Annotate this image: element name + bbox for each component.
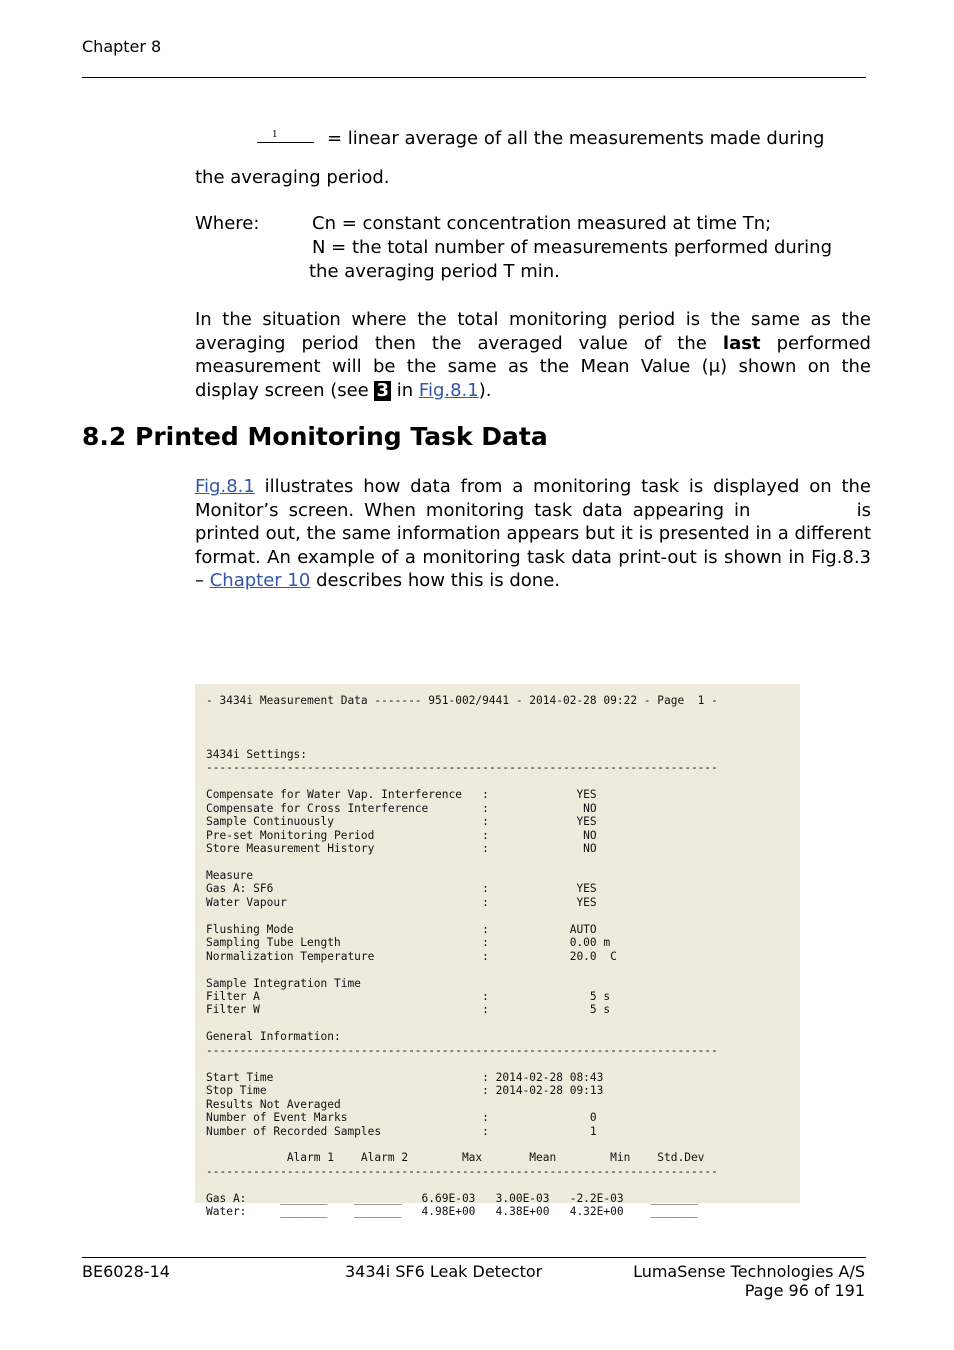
chapter-10-link[interactable]: Chapter 10 (209, 570, 311, 591)
footer-product: 3434i SF6 Leak Detector (345, 1262, 543, 1281)
n-definition-line2: the averaging period T min. (309, 261, 560, 282)
footer-page-number: Page 96 of 191 (744, 1281, 865, 1300)
situation-text-d: ). (478, 379, 492, 401)
fig-8-1-link[interactable]: Fig.8.1 (418, 379, 479, 401)
header-divider (82, 77, 866, 78)
page-header-chapter: Chapter 8 (82, 37, 162, 56)
fraction-numerator: 1 (272, 130, 278, 140)
n-definition-line1: N = the total number of measurements performed during (312, 237, 833, 258)
cn-definition: Cn = constant concentration measured at time Tn; (312, 213, 772, 234)
printout-text: - 3434i Measurement Data ------- 951-002/9441 - 2014-02-28 09:22 - Page 1 - 3434i Settings: ---------------------------------------------------------------------------- Compensate for Water Vap. Interference : YES Compensate for Cross Interference : NO Sample Continuously : YES Pre-set Monitoring Period : NO Store Measurement History : NO Measure Gas A: SF6 : YES Water Vapour : YES Flushing Mode : AUTO Sampling Tube Length : 0.00 m Normalization Temperature : 20.0 C Sample Integration Time Filter A : 5 s Filter W : 5 s General Information: ---------------------------------------------------------------------------- Start Time : 2014-02-28 08:43 Stop Time : 2014-02-28 09:13 Results Not Averaged Number of Event Marks : 0 Number of Recorded Samples : 1 Alarm 1 Alarm 2 Max Mean Min Std.Dev ---------------------------------------------------------------------------- Gas A: _______ _______ 6.69E-03 3.00E-03 -2.2E-03 _______ Water: _______ _______ 4.98E+00 4.38E+00 4.32E+00 _______ (206, 694, 718, 1219)
where-label: Where: (195, 213, 260, 234)
situation-paragraph (195, 308, 871, 402)
printed-paragraph (195, 475, 871, 593)
printout-figure (195, 684, 800, 1219)
printed-text-a: illustrates how data from a monitoring task is displayed on the Monitor’s screen. When monitoring task data appearing in (195, 476, 871, 521)
situation-text-c: in (396, 379, 414, 401)
printed-text-c: describes how this is done. (316, 570, 561, 591)
fig-8-1-link-2[interactable]: Fig.8.1 (195, 476, 255, 497)
printed-text-b: is printed out, the same information appears but it is presented in a different format. An example of a monitoring task data print-out is shown in Fig.8.3 – (195, 499, 871, 591)
average-definition-line2: the averaging period. (195, 167, 390, 188)
footer-doc-id: BE6028-14 (82, 1262, 170, 1281)
footer-company: LumaSense Technologies A/S (633, 1262, 865, 1281)
situation-bold-last: last (722, 332, 761, 354)
footer-divider (82, 1257, 866, 1258)
section-heading: 8.2 Printed Monitoring Task Data (82, 422, 548, 451)
average-definition-line1: = linear average of all the measurements made during (327, 128, 825, 149)
callout-number-badge: 3 (376, 379, 390, 401)
situation-text-b: performed measurement will be the same as the Mean Value (μ) shown on the display screen (see (195, 332, 871, 401)
fraction-bar (257, 142, 314, 143)
situation-text-a: In the situation where the total monitoring period is the same as the averaging period then the averaged value of the (195, 309, 871, 354)
